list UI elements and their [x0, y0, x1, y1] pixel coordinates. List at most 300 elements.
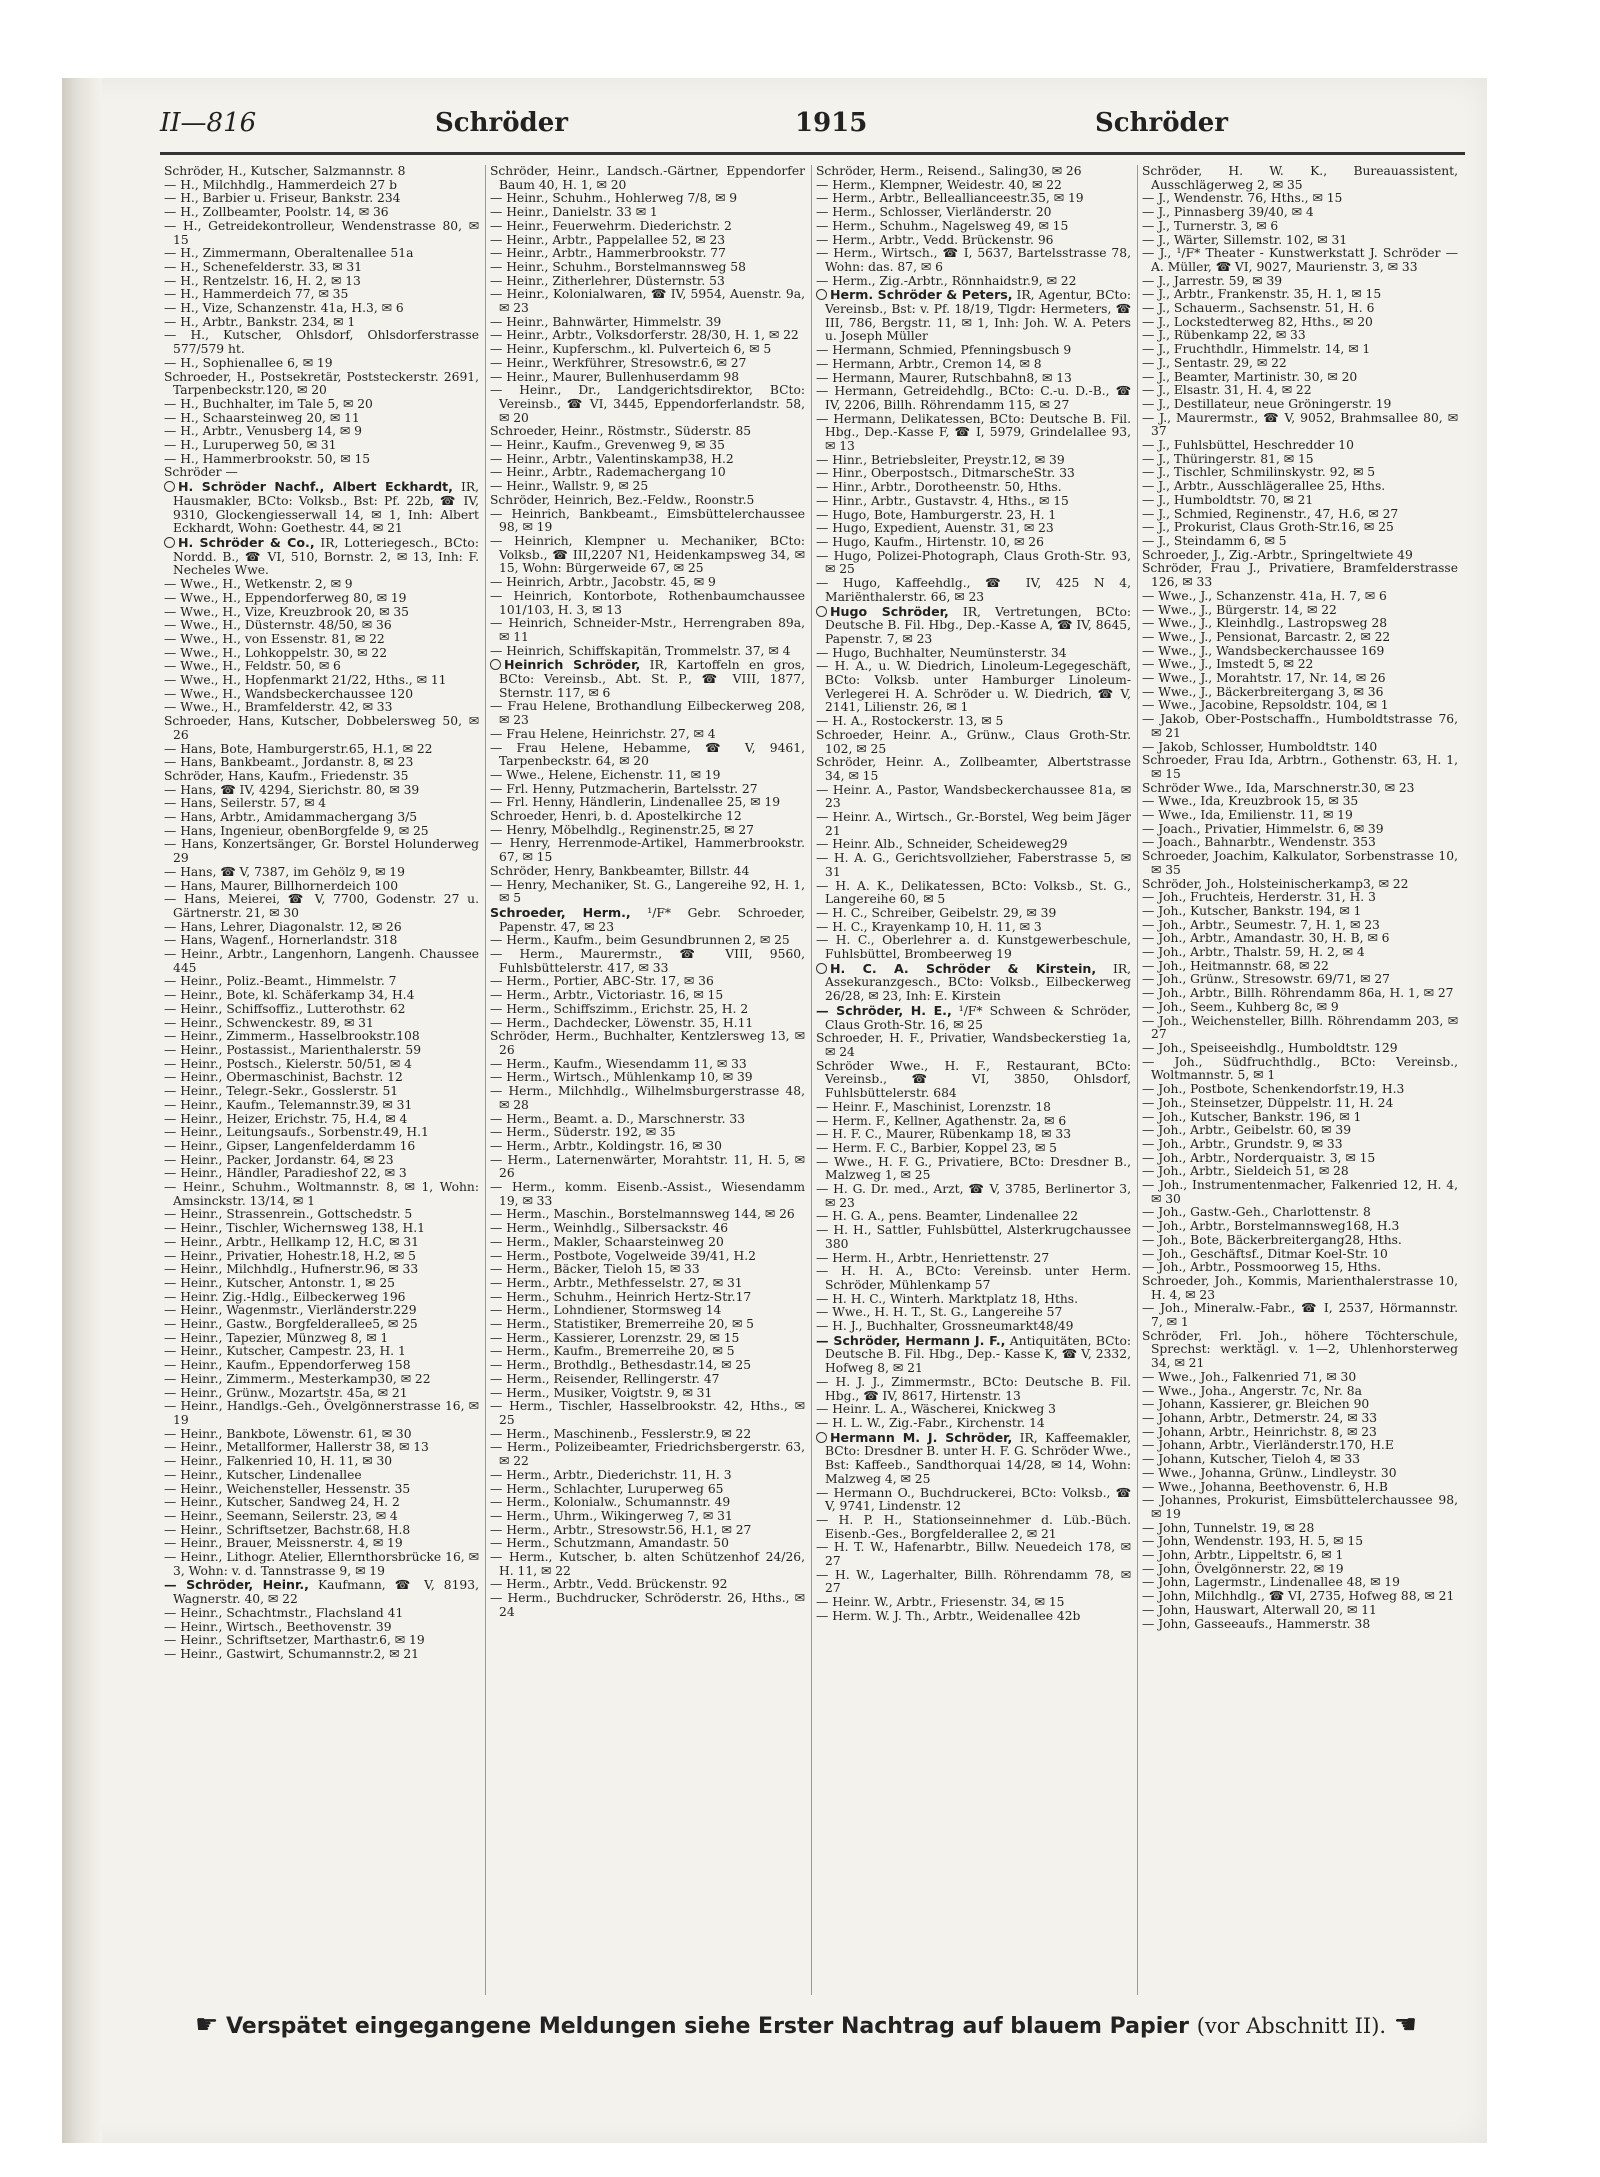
entry-text: — John, Wendenstr. 193, H. 5, ✉ 15 [1142, 1534, 1364, 1549]
entry-text: — Heinr., Kolonialwaren, ☎ IV, 5954, Auenstr. 9a, ✉ 23 [490, 287, 805, 316]
entry-text: — Herm., Lohndiener, Stormsweg 14 [490, 1303, 722, 1318]
directory-entry [1142, 1042, 1458, 1056]
directory-entry [1142, 836, 1458, 850]
directory-entry [816, 509, 1131, 523]
directory-entry [1142, 466, 1458, 480]
entry-text: — Heinr., Packer, Jordanstr. 64, ✉ 23 [164, 1152, 394, 1167]
entry-text: — H., Hammerbrookstr. 50, ✉ 15 [164, 451, 371, 466]
entry-text: — Heinr., Schriftsetzer, Bachstr.68, H.8 [164, 1522, 411, 1537]
entry-text: — Herm., Wirtsch., Mühlenkamp 10, ✉ 39 [490, 1070, 753, 1085]
directory-entry [164, 1510, 479, 1524]
directory-entry [1142, 508, 1458, 522]
directory-entry [1142, 1015, 1458, 1042]
entry-text: — Heinrich, Schiffskapitän, Trommelstr. 37, ✉ 4 [490, 643, 791, 658]
entry-text: — Herm., Kaufm., Wiesendamm 11, ✉ 33 [490, 1056, 747, 1071]
directory-entry [816, 220, 1131, 234]
directory-entry [490, 165, 805, 192]
entry-text: — Wwe., J., Imstedt 5, ✉ 22 [1142, 657, 1314, 672]
directory-entry [490, 1345, 805, 1359]
directory-entry [816, 1431, 1131, 1487]
directory-entry [490, 480, 805, 494]
directory-entry [1142, 1138, 1458, 1152]
directory-entry [164, 1318, 479, 1332]
directory-entry [164, 1113, 479, 1127]
directory-entry [1142, 1206, 1458, 1220]
entry-text: — Joh., Kutscher, Bankstr. 194, ✉ 1 [1142, 903, 1362, 918]
entry-text: — Heinr., Danielstr. 33 ✉ 1 [490, 205, 658, 220]
directory-entry [816, 247, 1131, 274]
entry-text: — J., Humboldtstr. 70, ✉ 21 [1142, 492, 1314, 507]
entry-text: — Joh., Arbtr., Billh. Röhrendamm 86a, H. 1, ✉ 27 [1142, 986, 1454, 1001]
directory-entry [490, 1181, 805, 1208]
entry-text: — Heinr., Privatier, Hohestr.18, H.2, ✉ 5 [164, 1248, 416, 1263]
entry-text: — Hans, Bankbeamt., Jordanstr. 8, ✉ 23 [164, 755, 414, 770]
entry-text: — Herm., Schuhm., Heinrich Hertz-Str.17 [490, 1289, 752, 1304]
directory-entry [1142, 713, 1458, 740]
directory-entry [490, 1318, 805, 1332]
entry-text: — Wwe., H. H. T., St. G., Langereihe 57 [816, 1305, 1063, 1320]
directory-entry [164, 1291, 479, 1305]
directory-entry [816, 1569, 1131, 1596]
directory-entry [164, 1428, 479, 1442]
directory-entry [164, 921, 479, 935]
entry-text: Schroeder, Henri, b. d. Apostelkirche 12 [490, 809, 742, 824]
entry-text: — Heinr., Handlgs.-Geh., Övelgönnerstrasse 16, ✉ 19 [164, 1399, 479, 1427]
entry-text: — Joh., Fruchteis, Herderstr. 31, H. 3 [1142, 890, 1376, 905]
entry-text: — Joh., Grünw., Stresowstr. 69/71, ✉ 27 [1142, 972, 1390, 987]
entry-text: — Frau Helene, Heinrichstr. 27, ✉ 4 [490, 726, 716, 741]
directory-entry [1142, 412, 1458, 439]
directory-entry [816, 1596, 1131, 1610]
directory-entry [816, 1403, 1131, 1417]
header-rule [160, 152, 1465, 155]
directory-entry [164, 1304, 479, 1318]
entry-text: — Heinr., Lithogr. Atelier, Ellernthorsbrücke 16, ✉ 3, Wohn: v. d. Tannstrasse 9, ✉ 19 [164, 1550, 479, 1578]
entry-text: — H. F. C., Maurer, Rübenkamp 18, ✉ 33 [816, 1127, 1072, 1142]
directory-entry [490, 1524, 805, 1538]
entry-text: — H. C., Krayenkamp 10, H. 11, ✉ 3 [816, 919, 1042, 934]
directory-entry [816, 1541, 1131, 1568]
entry-text: Schröder, Frl. Joh., höhere Töchterschule, Sprechst: werktägl. v. 1—2, Uhlenhorsterweg 34, ✉ 21 [1142, 1328, 1458, 1371]
directory-entry [1142, 288, 1458, 302]
entry-text: — H. C., Oberlehrer a. d. Kunstgewerbeschule, Fuhlsbüttel, Brombeerweg 19 [816, 933, 1131, 962]
entry-text: — Heinr. F., Maschinist, Lorenzstr. 18 [816, 1099, 1052, 1114]
entry-text: — Herm., Statistiker, Bremerreihe 20, ✉ 5 [490, 1317, 755, 1332]
footer-notice [195, 2010, 1465, 2044]
entry-text: — Wwe., H., Hopfenmarkt 21/22, Hths., ✉ 11 [164, 673, 447, 688]
directory-entry [164, 1140, 479, 1154]
directory-entry [1142, 1179, 1458, 1206]
directory-entry [1142, 316, 1458, 330]
directory-entry [816, 192, 1131, 206]
entry-text: — Herm., Schlosser, Vierländerstr. 20 [816, 205, 1052, 220]
directory-entry [164, 1154, 479, 1168]
directory-entry [164, 439, 479, 453]
entry-text: IR, Kaffeemakler, BCto: Dresdner B. unter H. F. G. Schröder Wwe., Bst: Kaffeeb., Sandthorquai 14/28, ✉ 14, Wohn: Malzweg 4, ✉ 25 [825, 1430, 1131, 1486]
entry-text: — H., Arbtr., Bankstr. 234, ✉ 1 [164, 314, 356, 329]
entry-text: — John, Lagermstr., Lindenallee 48, ✉ 19 [1142, 1575, 1400, 1590]
directory-entry [490, 989, 805, 1003]
entry-text: — H. T. W., Hafenarbtr., Billw. Neuedeich 178, ✉ 27 [816, 1540, 1131, 1569]
entry-text: — Herm., Wirtsch., ☎ I, 5637, Bartelsstrasse 78, Wohn: das. 87, ✉ 6 [816, 246, 1131, 274]
entry-text: IR, Vertretungen, BCto: Deutsche B. Fil. Hbg., Dep.-Kasse A, ☎ IV, 8645, Papenstr. 7, ✉ 23 [825, 604, 1131, 646]
circle-mark-icon [164, 537, 175, 548]
firm-name: H. Schröder Nachf., Albert Eckhardt, [178, 479, 453, 495]
directory-entry [164, 1222, 479, 1236]
directory-entry [1142, 1248, 1458, 1262]
entry-text: — Heinr., Bankbote, Löwenstr. 61, ✉ 30 [164, 1426, 412, 1441]
directory-entry [164, 743, 479, 757]
firm-name: Hugo Schröder, [830, 603, 949, 619]
entry-text: — Herm., Arbtr., Diederichstr. 11, H. 3 [490, 1467, 732, 1482]
directory-entry [816, 715, 1131, 729]
circle-mark-icon [816, 1432, 827, 1443]
entry-text: — Heinr., Wallstr. 9, ✉ 25 [490, 479, 649, 494]
directory-entry [816, 729, 1131, 756]
directory-entry [1142, 357, 1458, 371]
entry-text: — Hans, ☎ V, 7387, im Gehölz 9, ✉ 19 [164, 864, 405, 879]
directory-entry [1142, 562, 1458, 589]
entry-text: — J., ¹/F* Theater - Kunstwerkstatt J. Schröder — A. Müller, ☎ VI, 9027, Maurienstr. 3, ✉ 33 [1142, 246, 1458, 274]
entry-text: — Hans, Konzertsänger, Gr. Borstel Holunderweg 29 [164, 837, 479, 866]
entry-text: — H., Barbier u. Friseur, Bankstr. 234 [164, 191, 401, 206]
directory-entry [816, 1293, 1131, 1307]
entry-text: — Hermann, Maurer, Rutschbahn8, ✉ 13 [816, 370, 1072, 385]
directory-entry [1142, 398, 1458, 412]
firm-name: — Schröder, H. E., [816, 1002, 952, 1018]
directory-entry [164, 770, 479, 784]
directory-entry [490, 275, 805, 289]
entry-text: — Hermann, Schmied, Pfenningsbusch 9 [816, 343, 1072, 358]
directory-entry [816, 1128, 1131, 1142]
directory-entry [164, 619, 479, 633]
directory-entry [816, 1334, 1131, 1376]
entry-text: — J., Jarrestr. 59, ✉ 39 [1142, 273, 1283, 288]
directory-entry [164, 1345, 479, 1359]
entry-text: — Herm. F., Kellner, Agathenstr. 2a, ✉ 6 [816, 1113, 1067, 1128]
entry-text: — H. H., Sattler, Fuhlsbüttel, Alsterkrugchaussee 380 [816, 1223, 1131, 1251]
entry-text: — H., Zollbeamter, Poolstr. 14, ✉ 36 [164, 205, 389, 220]
entry-text: — Heinr. A., Pastor, Wandsbeckerchaussee 81a, ✉ 23 [816, 782, 1131, 811]
entry-text: Schroeder, Heinr., Röstmstr., Süderstr. 85 [490, 424, 752, 439]
entry-text: — Joach., Bahnarbtr., Wendenstr. 353 [1142, 835, 1376, 850]
entry-text: — Herm., Musiker, Voigtstr. 9, ✉ 31 [490, 1385, 713, 1400]
entry-text: — Wwe., J., Kleinhdlg., Lastropsweg 28 [1142, 616, 1388, 631]
entry-text: — Joh., Südfruchthdlg., BCto: Vereinsb., Woltmannstr. 5, ✉ 1 [1142, 1054, 1458, 1083]
entry-text: Schroeder, J., Zig.-Arbtr., Springeltwiete 49 [1142, 547, 1413, 562]
entry-text: — Herm., Maurermstr., ☎ VIII, 9560, Fuhlsbüttelerstr. 417, ✉ 33 [490, 947, 805, 975]
entry-text: — Heinr., Arbtr., Rademachergang 10 [490, 465, 726, 480]
entry-text: — Wwe., H., Eppendorferweg 80, ✉ 19 [164, 590, 407, 605]
entry-text: — H., Getreidekontrolleur, Wendenstrasse 80, ✉ 15 [164, 218, 479, 247]
entry-text: — Joh., Arbtr., Grundstr. 9, ✉ 33 [1142, 1136, 1343, 1151]
directory-entry [1142, 1056, 1458, 1083]
directory-entry [816, 344, 1131, 358]
directory-entry [164, 1058, 479, 1072]
entry-text: — Herm., Arbtr., Belleallianceestr.35, ✉ 19 [816, 191, 1084, 206]
entry-text: Schröder — [164, 465, 238, 480]
directory-entry [490, 576, 805, 590]
directory-entry [816, 1252, 1131, 1266]
directory-entry [490, 453, 805, 467]
directory-entry [490, 742, 805, 769]
entry-text: — H., Hammerdeich 77, ✉ 35 [164, 287, 349, 302]
page-number: II—816 [160, 108, 257, 138]
directory-entry [816, 784, 1131, 811]
directory-entry [164, 647, 479, 661]
entry-text: — Herm., Makler, Schaarsteinweg 20 [490, 1234, 724, 1249]
directory-entry [490, 1277, 805, 1291]
directory-entry [490, 466, 805, 480]
directory-entry [1142, 631, 1458, 645]
directory-entry [1142, 891, 1458, 905]
directory-entry [816, 522, 1131, 536]
entry-text: — Hans, Lehrer, Diagonalstr. 12, ✉ 26 [164, 919, 402, 934]
directory-entry [1142, 1467, 1458, 1481]
directory-entry [1142, 1083, 1458, 1097]
directory-entry [490, 1291, 805, 1305]
entry-text: — John, Arbtr., Lippeltstr. 6, ✉ 1 [1142, 1548, 1344, 1563]
entry-text: — Joh., Arbtr., Norderquaistr. 3, ✉ 15 [1142, 1150, 1376, 1165]
entry-text: — Herm. F. C., Barbier, Koppel 23, ✉ 5 [816, 1140, 1057, 1155]
directory-entry [1142, 973, 1458, 987]
circle-mark-icon [816, 606, 827, 617]
directory-entry [164, 1469, 479, 1483]
entry-text: IR, Agentur, BCto: Vereinsb., Bst: v. Pf. 18/19, Tlgdr: Hermeters, ☎ III, 786, Bergstr. 11, ✉ 1, Inh: Joh. W. A. Peters u. Joseph Müller [825, 288, 1131, 344]
directory-entry [164, 1621, 479, 1635]
directory-entry [164, 1071, 479, 1085]
entry-text: — Heinr., Kutscher, Lindenallee [164, 1467, 362, 1482]
entry-text: — Heinr., Schwenckestr. 89, ✉ 31 [164, 1015, 374, 1030]
entry-text: Schröder, Frau J., Privatiere, Bramfelderstrasse 126, ✉ 33 [1142, 561, 1458, 590]
directory-entry [164, 948, 479, 975]
directory-entry [490, 906, 805, 934]
directory-entry [1142, 1604, 1458, 1618]
directory-entry [1142, 645, 1458, 659]
directory-entry [1142, 453, 1458, 467]
firm-name: — Schröder, Hermann J. F., [816, 1332, 1006, 1348]
directory-entry [1142, 1111, 1458, 1125]
entry-text: — Joh., Arbtr., Seumestr. 7, H. 1, ✉ 23 [1142, 917, 1380, 932]
directory-entry [1142, 946, 1458, 960]
entry-text: — Heinr., Schuhm., Woltmannstr. 8, ✉ 1, Wohn: Amsinckstr. 13/14, ✉ 1 [164, 1180, 479, 1208]
entry-text: — Heinr., Poliz.-Beamt., Himmelstr. 7 [164, 974, 397, 989]
directory-entry [164, 1551, 479, 1578]
directory-entry [490, 1030, 805, 1057]
firm-name: Heinrich Schröder, [504, 657, 641, 673]
directory-entry [164, 1208, 479, 1222]
entry-text: — J., Beamter, Martinistr. 30, ✉ 20 [1142, 369, 1358, 384]
directory-entry [1142, 1275, 1458, 1302]
directory-entry [164, 1634, 479, 1648]
entry-text: — Herm., Kutscher, b. alten Schützenhof 24/26, H. 11, ✉ 22 [490, 1550, 805, 1578]
entry-text: — Heinr., Telegr.-Sekr., Gosslerstr. 51 [164, 1084, 399, 1099]
directory-entry [1142, 480, 1458, 494]
directory-entry [490, 769, 805, 783]
directory-entry [490, 1058, 805, 1072]
entry-text: — H., Sophienallee 6, ✉ 19 [164, 355, 333, 370]
entry-text: — Heinr., Weichensteller, Hessenstr. 35 [164, 1481, 411, 1496]
directory-entry [816, 385, 1131, 412]
entry-text: — Hugo, Bote, Hamburgerstr. 23, H. 1 [816, 507, 1057, 522]
entry-text: — Wwe., J., Wandsbeckerchaussee 169 [1142, 643, 1385, 658]
entry-text: — Heinr., Arbtr., Hammerbrookstr. 77 [490, 246, 726, 261]
directory-entry [816, 179, 1131, 193]
entry-text: — Hermann, Arbtr., Cremon 14, ✉ 8 [816, 356, 1042, 371]
directory-entry [490, 1359, 805, 1373]
directory-entry [164, 425, 479, 439]
entry-text: — Heinr., Arbtr., Volksdorferstr. 28/30, H. 1, ✉ 22 [490, 328, 799, 343]
directory-entry [816, 605, 1131, 647]
directory-entry [164, 536, 479, 578]
entry-text: — Heinr. A., Wirtsch., Gr.-Borstel, Weg beim Jäger 21 [816, 810, 1131, 838]
entry-text: — J., Sentastr. 29, ✉ 22 [1142, 355, 1287, 370]
entry-text: — Heinr., Tischler, Wichernsweg 138, H.1 [164, 1221, 425, 1236]
directory-entry [816, 165, 1131, 179]
directory-entry [164, 1441, 479, 1455]
directory-entry [1142, 1152, 1458, 1166]
directory-entry [1142, 1590, 1458, 1604]
entry-text: — Herm., Dachdecker, Löwenstr. 35, H.11 [490, 1015, 754, 1030]
entry-text: — Wwe., Jacobine, Repsoldstr. 104, ✉ 1 [1142, 698, 1389, 713]
directory-entry [164, 578, 479, 592]
directory-entry [816, 454, 1131, 468]
entry-text: — Hugo, Expedient, Auenstr. 31, ✉ 23 [816, 521, 1054, 536]
entry-text: — Joh., Arbtr., Geibelstr. 60, ✉ 39 [1142, 1123, 1352, 1138]
directory-entry [1142, 1371, 1458, 1385]
directory-entry [490, 288, 805, 315]
directory-entry [1142, 1618, 1458, 1632]
directory-entry [1142, 1330, 1458, 1371]
directory-entry [1142, 494, 1458, 508]
entry-text: — H. P. H., Stationseinnehmer d. Lüb.-Büch. Eisenb.-Ges., Borgfelderallee 2, ✉ 21 [816, 1512, 1131, 1541]
entry-text: — Hans, Ingenieur, obenBorgfelde 9, ✉ 25 [164, 823, 429, 838]
directory-entry [1142, 1001, 1458, 1015]
entry-text: — Herm. H., Arbtr., Henriettenstr. 27 [816, 1250, 1050, 1265]
directory-entry [164, 412, 479, 426]
directory-entry [164, 206, 479, 220]
entry-text: — Heinr., Kaufm., Telemannstr.39, ✉ 31 [164, 1097, 413, 1112]
entry-text: — Wwe., J., Schanzenstr. 41a, H. 7, ✉ 6 [1142, 588, 1387, 603]
entry-text: — Wwe., Ida, Kreuzbrook 15, ✉ 35 [1142, 794, 1359, 809]
entry-text: — H. L. W., Zig.-Fabr., Kirchenstr. 14 [816, 1415, 1045, 1430]
entry-text: — J., Maurermstr., ☎ V, 9052, Brahmsallee 80, ✉ 37 [1142, 410, 1458, 439]
directory-entry [490, 508, 805, 535]
directory-entry [1142, 699, 1458, 713]
entry-text: — Wwe., H., Düsternstr. 48/50, ✉ 36 [164, 618, 392, 633]
directory-entry [164, 1250, 479, 1264]
directory-entry [490, 494, 805, 508]
directory-entry [1142, 617, 1458, 631]
entry-text: — Herm., Buchdrucker, Schröderstr. 26, Hths., ✉ 24 [490, 1591, 805, 1619]
directory-entry [164, 302, 479, 316]
entry-text: — J., Schmied, Reginenstr., 47, H.6, ✉ 27 [1142, 506, 1399, 521]
entry-text: — Wwe., J., Bürgerstr. 14, ✉ 22 [1142, 602, 1337, 617]
entry-text: — J., Fruchthdlr., Himmelstr. 14, ✉ 1 [1142, 342, 1371, 357]
entry-text: — Heinr., Metallformer, Hallerstr 38, ✉ 13 [164, 1440, 429, 1455]
page-header [160, 104, 1465, 150]
directory-entry [1142, 329, 1458, 343]
directory-entry [816, 921, 1131, 935]
directory-entry [490, 1332, 805, 1346]
column-2 [486, 165, 812, 1995]
directory-entry [490, 590, 805, 617]
directory-entry [164, 288, 479, 302]
entry-text: — Hugo, Kaufm., Hirtenstr. 10, ✉ 26 [816, 534, 1044, 549]
directory-entry [164, 466, 479, 480]
entry-text: — Herm., Maschinenb., Fesslerstr.9, ✉ 22 [490, 1426, 752, 1441]
directory-entry [164, 688, 479, 702]
directory-entry [1142, 1563, 1458, 1577]
directory-entry [164, 797, 479, 811]
entry-text: — Heinr. Zig.-Hdlg., Eilbeckerweg 196 [164, 1289, 406, 1304]
entry-text: — Henry, Möbelhdlg., Reginenstr.25, ✉ 27 [490, 822, 755, 837]
entry-text: — Wwe., Joh., Falkenried 71, ✉ 30 [1142, 1369, 1357, 1384]
entry-text: — Heinr., Gipser, Langenfelderdamm 16 [164, 1138, 416, 1153]
directory-entry [1142, 343, 1458, 357]
entry-text: — Heinr., Dr., Landgerichtsdirektor, BCto: Vereinsb., ☎ VI, 3445, Eppendorferlandstr. 58, ✉ 20 [490, 383, 805, 425]
directory-entry [490, 1085, 805, 1112]
entry-text: — Henry, Mechaniker, St. G., Langereihe 92, H. 1, ✉ 5 [490, 877, 805, 906]
entry-text: — H. G. Dr. med., Arzt, ☎ V, 3785, Berlinertor 3, ✉ 23 [816, 1182, 1131, 1210]
entry-text: — Heinr., Obermaschinist, Bachstr. 12 [164, 1070, 403, 1085]
entry-text: — H., Luruperweg 50, ✉ 31 [164, 438, 337, 453]
directory-entry [164, 220, 479, 247]
entry-text: — Heinr., Gastwirt, Schumannstr.2, ✉ 21 [164, 1646, 419, 1661]
entry-text: — Heinr., Gastw., Borgfelderallee5, ✉ 25 [164, 1317, 418, 1332]
entry-text: — Herm., Arbtr., Koldingstr. 16, ✉ 30 [490, 1138, 723, 1153]
entry-text: ¹/F* Gebr. Schroeder, Papenstr. 47, ✉ 23 [499, 905, 805, 934]
directory-entry [164, 880, 479, 894]
directory-entry [1142, 932, 1458, 946]
entry-text: — H. W., Lagerhalter, Billh. Röhrendamm 78, ✉ 27 [816, 1567, 1131, 1596]
directory-entry [1142, 1398, 1458, 1412]
entry-text: — Herm., Portier, ABC-Str. 17, ✉ 36 [490, 974, 714, 989]
directory-entry [490, 1469, 805, 1483]
directory-entry [1142, 741, 1458, 755]
firm-name: Herm. Schröder & Peters, [830, 287, 1013, 303]
entry-text: — Hans, Wagenf., Hornerlandstr. 318 [164, 933, 398, 948]
directory-entry [490, 371, 805, 385]
directory-entry [1142, 549, 1458, 563]
entry-text: — Wwe., Joha., Angerstr. 7c, Nr. 8a [1142, 1383, 1362, 1398]
directory-entry [164, 592, 479, 606]
directory-entry [816, 1320, 1131, 1334]
entry-text: — Heinr., Tapezier, Münzweg 8, ✉ 1 [164, 1330, 389, 1345]
entry-text: — Johannes, Prokurist, Eimsbüttelerchaussee 98, ✉ 19 [1142, 1493, 1458, 1521]
directory-entry [490, 824, 805, 838]
directory-entry [164, 893, 479, 920]
directory-entry [1142, 1412, 1458, 1426]
directory-entry [490, 1551, 805, 1578]
entry-text: — Joh., Arbtr., Borstelmannsweg168, H.3 [1142, 1219, 1400, 1234]
entry-text: Schröder, Heinr., Landsch.-Gärtner, Eppendorfer Baum 40, H. 1, ✉ 20 [490, 165, 805, 192]
entry-text: — Heinr., Postassist., Marienthalerstr. 59 [164, 1043, 422, 1057]
directory-entry [490, 645, 805, 659]
entry-text: — H. H. A., BCto: Vereinsb. unter Herm. Schröder, Mühlenkamp 57 [816, 1264, 1131, 1292]
directory-entry [164, 1236, 479, 1250]
entry-text: — Herm., Milchhdlg., Wilhelmsburgerstrasse 48, ✉ 28 [490, 1084, 805, 1112]
entry-text: — Joh., Gastw.-Geh., Charlottenstr. 8 [1142, 1205, 1371, 1220]
entry-text: — Heinr., Schiffsoffiz., Lutterothstr. 62 [164, 1001, 406, 1016]
entry-text: — Johann, Arbtr., Vierländerstr.170, H.E [1142, 1438, 1394, 1453]
directory-entry [816, 358, 1131, 372]
entry-text: — Wwe., H. F. G., Privatiere, BCto: Dresdner B., Malzweg 1, ✉ 25 [816, 1154, 1131, 1183]
entry-text: — J., Thüringerstr. 81, ✉ 15 [1142, 451, 1314, 466]
directory-entry [816, 1183, 1131, 1210]
directory-entry [164, 1578, 479, 1606]
directory-entry [816, 1115, 1131, 1129]
